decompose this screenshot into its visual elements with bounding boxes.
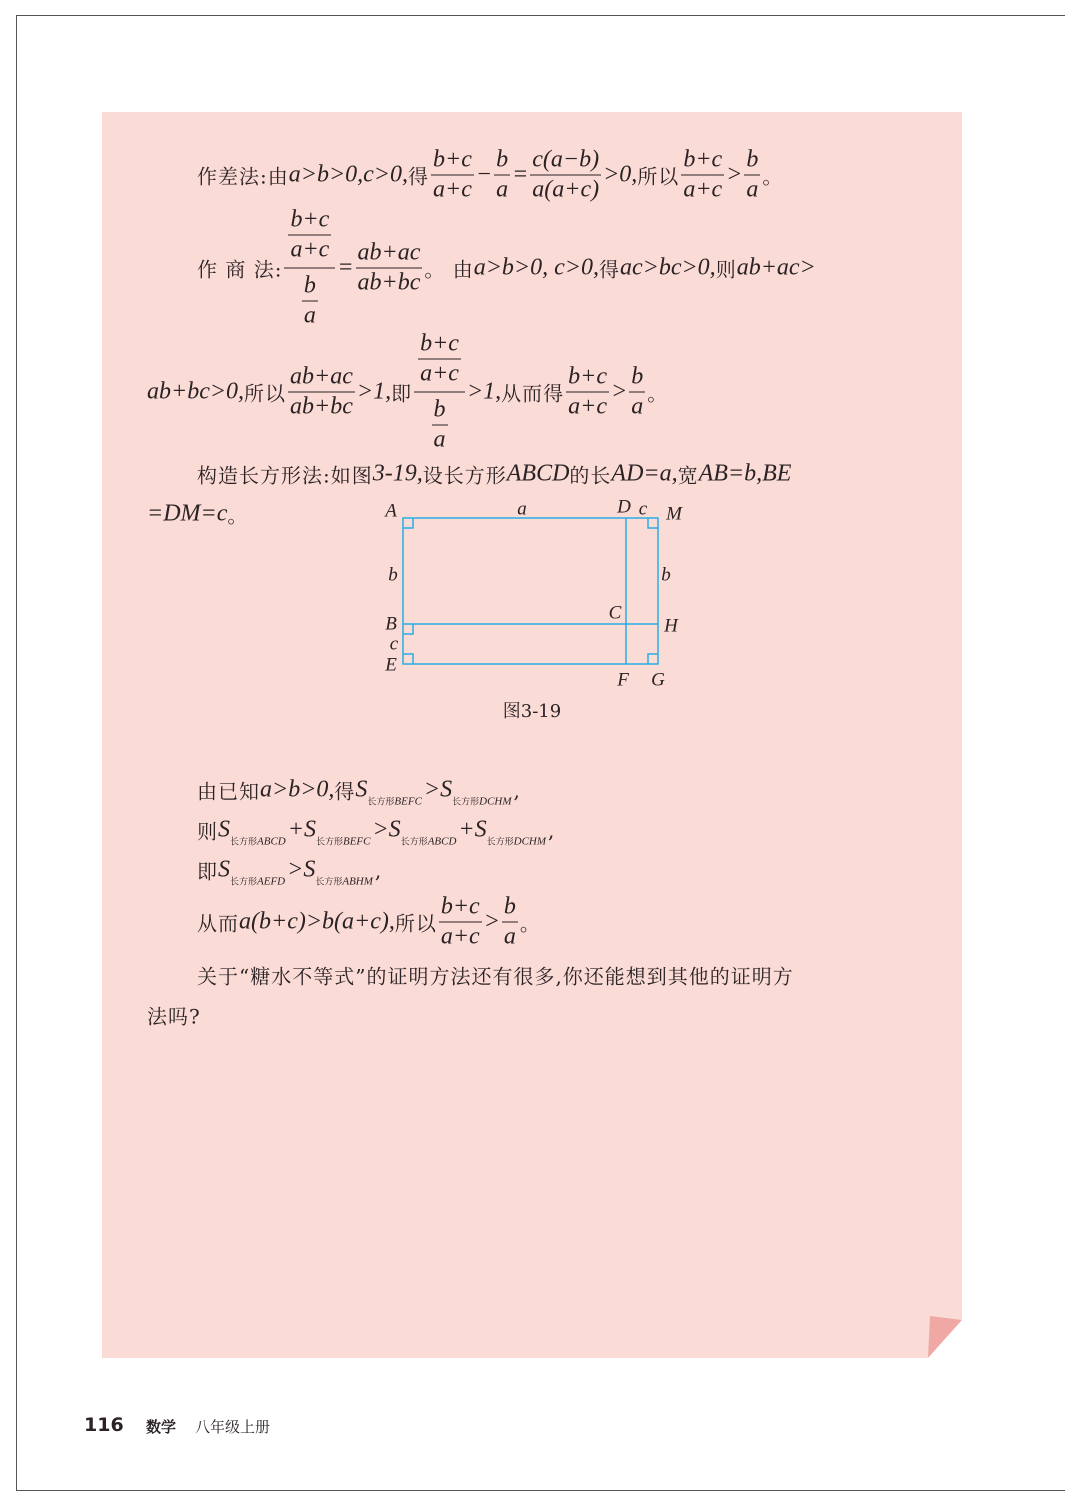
area-subscript: [230, 836, 286, 848]
math-text: a: [433, 426, 446, 453]
fraction: [502, 894, 518, 951]
area-symbol: $S_{长方形ABHM}$: [303, 856, 373, 888]
text: 。: [519, 911, 541, 936]
subscript-name: DCHM: [479, 795, 512, 808]
math-text: >: [726, 161, 743, 188]
math-text: b+c: [683, 146, 723, 173]
label-c-top: c: [638, 498, 648, 520]
label-H: H: [664, 615, 678, 637]
page-border-bottom: [16, 1490, 1065, 1491]
text: 作差法:由: [197, 164, 289, 189]
label-A: A: [385, 500, 397, 522]
area-symbol: $S_{长方形BEFC}$: [355, 776, 422, 808]
area-symbol: $S_{长方形BEFC}$: [303, 816, 371, 848]
subscript-name: ABCD: [257, 835, 286, 848]
text: 。 由: [424, 257, 474, 282]
area-subscript: [316, 836, 371, 848]
line-area-result: [197, 856, 383, 888]
area-subscript: [367, 796, 422, 808]
figure-3-19: [0, 0, 1065, 720]
math-text: ab+ac: [357, 239, 421, 266]
math-text: a: [503, 923, 516, 950]
numerator: [502, 894, 518, 923]
math-text: >: [287, 856, 304, 883]
label-M: M: [666, 503, 682, 525]
label-a: a: [517, 498, 527, 520]
figure-caption: 图3-19: [502, 701, 562, 722]
area-subscript: [487, 836, 546, 848]
area-subscript: [452, 796, 511, 808]
label-F: F: [617, 669, 629, 691]
subscript-label: 长方形: [230, 837, 258, 848]
right-angle-E: [403, 654, 413, 664]
math-text: b: [631, 363, 644, 390]
label-B: B: [385, 613, 397, 635]
text: 由已知: [197, 779, 260, 804]
math-text: AD=a,: [611, 460, 678, 487]
math-text: =DM=c: [147, 500, 228, 527]
text: ,: [548, 818, 556, 842]
subscript-label: 长方形: [367, 797, 395, 808]
subscript-label: 长方形: [230, 877, 258, 888]
subscript-name: BEFC: [342, 835, 371, 848]
math-text: >0,: [603, 161, 638, 188]
right-angle-G: [648, 654, 658, 664]
text: 。: [227, 503, 249, 528]
math-text: b+c: [290, 206, 330, 233]
math-text: +: [287, 816, 304, 843]
math-text: a+c: [433, 176, 472, 203]
text: 宽: [677, 463, 699, 488]
label-D: D: [617, 496, 631, 518]
math-text: a+c: [290, 236, 330, 263]
text: 则: [715, 257, 737, 282]
text: 即: [197, 859, 218, 884]
line-question: [197, 961, 794, 990]
fraction: [439, 894, 482, 951]
label-C: C: [608, 602, 622, 624]
text: 从而得: [501, 381, 565, 406]
text: 的长: [569, 463, 612, 488]
math-text: ABCD: [506, 460, 570, 487]
label-G: G: [651, 669, 665, 691]
math-text: b+c: [440, 893, 480, 920]
math-text: a: [746, 176, 759, 203]
math-text: AB=b,BE: [698, 460, 792, 487]
math-text: ab+bc>0,: [147, 378, 245, 405]
label-b-right: b: [661, 564, 671, 586]
page-number: 116: [84, 1414, 124, 1436]
label-b-left: b: [388, 564, 398, 586]
text: 设长方形: [422, 463, 507, 488]
text: ,: [374, 858, 383, 882]
text: 所以: [394, 911, 437, 936]
area-symbol: $S_{长方形DCHM}$: [440, 776, 512, 808]
denominator: [502, 923, 518, 951]
math-text: b+c: [433, 146, 472, 173]
text: 法吗?: [147, 1004, 201, 1029]
math-text: a: [631, 393, 644, 420]
label-c-left: c: [389, 633, 399, 655]
math-text: b: [496, 146, 509, 173]
text: 所以: [637, 164, 680, 189]
math-text: a: [303, 302, 316, 329]
math-text: a>b>0,c>0,: [288, 161, 408, 188]
subscript-name: ABHM: [342, 875, 373, 888]
page-fold-corner-icon: [928, 1316, 962, 1358]
math-text: ab+bc: [290, 393, 353, 420]
math-text: +: [458, 816, 475, 843]
math-text: c(a−b): [532, 146, 600, 173]
text: 。: [762, 164, 784, 189]
math-text: >1,: [466, 378, 502, 405]
math-text: >: [372, 816, 389, 843]
area-symbol: $S_{长方形DCHM}$: [474, 816, 547, 848]
line-area-sum: [197, 816, 556, 848]
area-symbol: $S_{长方形AEFD}$: [218, 856, 286, 888]
math-text: >: [423, 776, 441, 803]
math-text: ac>bc>0,: [619, 254, 716, 281]
subscript-label: 长方形: [315, 837, 343, 848]
area-symbol: $S_{长方形ABCD}$: [218, 816, 286, 848]
subscript-label: 长方形: [452, 797, 480, 808]
math-text: a+c: [420, 360, 459, 387]
text: 则: [197, 819, 218, 844]
subscript-name: BEFC: [394, 795, 422, 808]
subscript-name: AEFD: [257, 875, 286, 888]
math-text: =: [512, 161, 529, 188]
right-angle-M: [648, 518, 658, 528]
math-text: ab+ac>: [736, 254, 816, 281]
text: 得: [334, 779, 356, 804]
math-text: >1,: [356, 378, 392, 405]
area-symbol: $S_{长方形ABCD}$: [388, 816, 457, 848]
math-text: a>b>0, c>0,: [473, 254, 599, 281]
subscript-name: ABCD: [427, 835, 457, 848]
area-subscript: [401, 836, 457, 848]
subscript-label: 长方形: [315, 877, 343, 888]
text: ,: [513, 778, 521, 802]
line-question-cont: [147, 1001, 201, 1030]
area-subscript: [315, 876, 373, 888]
math-text: a(b+c)>b(a+c),: [239, 908, 395, 935]
math-text: =: [337, 254, 354, 281]
math-text: −: [475, 161, 493, 188]
text: 从而: [197, 911, 239, 936]
math-text: a+c: [568, 393, 608, 420]
math-text: 3-19,: [372, 460, 423, 487]
text: 关于“糖水不等式”的证明方法还有很多,你还能想到其他的证明方: [197, 964, 794, 989]
math-text: a>b>0,: [260, 776, 335, 803]
math-text: >: [483, 908, 500, 935]
math-text: a: [496, 176, 509, 203]
math-text: >: [611, 378, 628, 405]
text: 即: [391, 381, 413, 406]
text: 得: [408, 164, 429, 189]
rectangle-AEGM: [403, 518, 658, 664]
line-conclusion: [197, 894, 541, 951]
text: 作 商 法:: [197, 257, 283, 282]
math-text: b: [433, 396, 446, 423]
subscript-label: 长方形: [400, 837, 428, 848]
text: 构造长方形法:如图: [197, 463, 373, 488]
footer-grade: 八年级上册: [195, 1418, 271, 1436]
math-text: a+c: [683, 176, 723, 203]
subscript-label: 长方形: [486, 837, 514, 848]
math-text: b+c: [420, 330, 459, 357]
area-subscript: [230, 876, 285, 888]
line-area-compare: [197, 776, 521, 808]
denominator: [439, 923, 482, 951]
right-angle-A: [403, 518, 413, 528]
right-angle-B: [403, 624, 413, 634]
text: 。: [647, 381, 669, 406]
math-text: b: [503, 893, 516, 920]
footer-subject: 数学: [146, 1418, 177, 1436]
numerator: [439, 894, 482, 923]
math-text: b: [303, 272, 316, 299]
text: 所以: [244, 381, 287, 406]
label-E: E: [385, 654, 397, 676]
text: 得: [598, 257, 620, 282]
math-text: b+c: [568, 363, 608, 390]
math-text: a+c: [440, 923, 480, 950]
math-text: ab+ac: [290, 363, 353, 390]
math-text: a(a+c): [532, 176, 600, 203]
math-text: ab+bc: [357, 269, 421, 296]
subscript-name: DCHM: [513, 835, 547, 848]
math-text: b: [746, 146, 759, 173]
